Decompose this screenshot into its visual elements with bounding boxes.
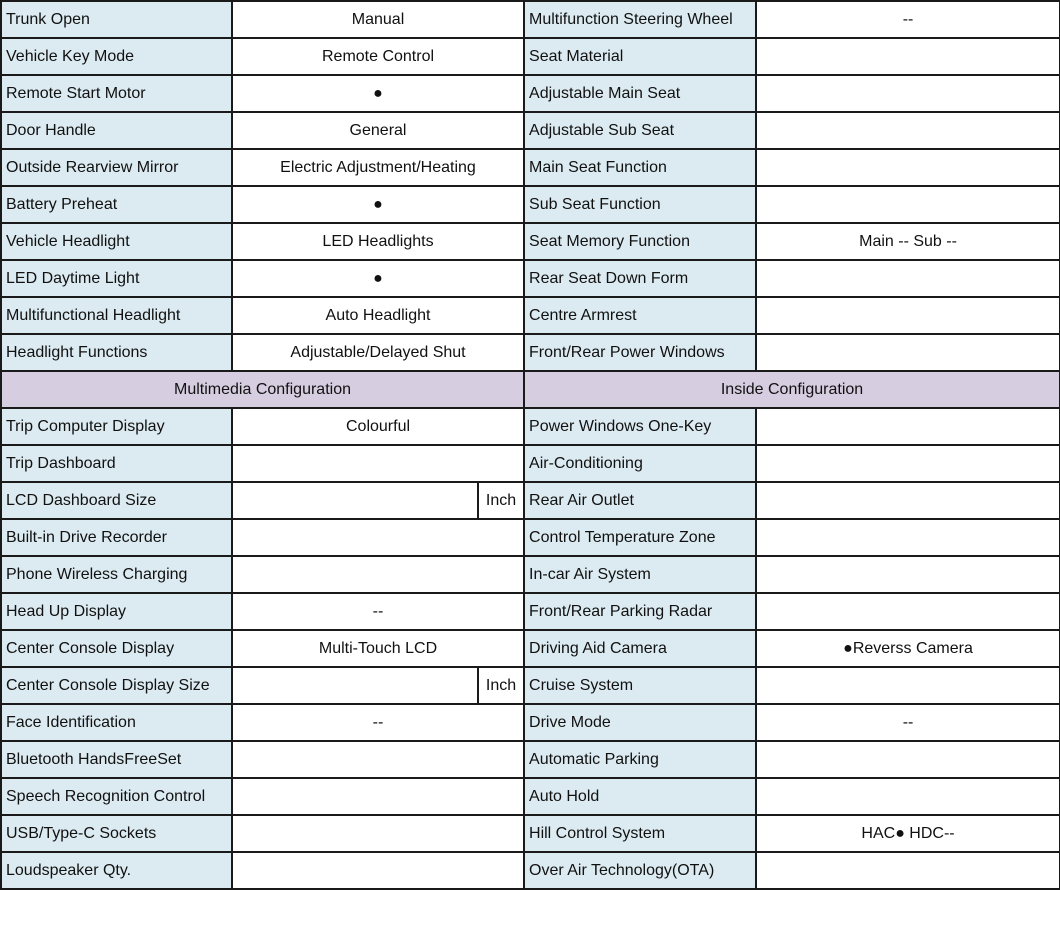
row-label: Adjustable Main Seat bbox=[524, 75, 756, 112]
row-label: Built-in Drive Recorder bbox=[1, 519, 232, 556]
row-value: ● bbox=[232, 75, 524, 112]
row-label: Trunk Open bbox=[1, 1, 232, 38]
table-row bbox=[1, 149, 1060, 186]
row-label: Trip Dashboard bbox=[1, 445, 232, 482]
section-header-inside: Inside Configuration bbox=[524, 371, 1060, 408]
row-value bbox=[756, 334, 1060, 371]
row-label: USB/Type-C Sockets bbox=[1, 815, 232, 852]
row-label: Remote Start Motor bbox=[1, 75, 232, 112]
row-label: Power Windows One-Key bbox=[524, 408, 756, 445]
table-row bbox=[1, 556, 1060, 593]
row-value: Multi-Touch LCD bbox=[232, 630, 524, 667]
row-label: Trip Computer Display bbox=[1, 408, 232, 445]
row-value bbox=[232, 519, 524, 556]
row-label: Bluetooth HandsFreeSet bbox=[1, 741, 232, 778]
row-value: Auto Headlight bbox=[232, 297, 524, 334]
row-value bbox=[756, 778, 1060, 815]
row-label: Control Temperature Zone bbox=[524, 519, 756, 556]
table-row bbox=[1, 630, 1060, 667]
row-value bbox=[756, 260, 1060, 297]
row-value bbox=[232, 815, 524, 852]
row-label: Vehicle Headlight bbox=[1, 223, 232, 260]
row-label: Center Console Display Size bbox=[1, 667, 232, 704]
row-value bbox=[232, 445, 524, 482]
row-label: Phone Wireless Charging bbox=[1, 556, 232, 593]
row-label: Hill Control System bbox=[524, 815, 756, 852]
row-value: Electric Adjustment/Heating bbox=[232, 149, 524, 186]
row-value: Remote Control bbox=[232, 38, 524, 75]
table-row bbox=[1, 38, 1060, 75]
row-value bbox=[756, 556, 1060, 593]
row-label: Drive Mode bbox=[524, 704, 756, 741]
row-label: LED Daytime Light bbox=[1, 260, 232, 297]
row-value bbox=[232, 482, 478, 519]
table-row bbox=[1, 741, 1060, 778]
table-row bbox=[1, 408, 1060, 445]
row-value: Main -- Sub -- bbox=[756, 223, 1060, 260]
row-label: Front/Rear Parking Radar bbox=[524, 593, 756, 630]
row-label: Rear Air Outlet bbox=[524, 482, 756, 519]
row-value: ●Reverss Camera bbox=[756, 630, 1060, 667]
table-row bbox=[1, 852, 1060, 889]
row-label: LCD Dashboard Size bbox=[1, 482, 232, 519]
row-label: Door Handle bbox=[1, 112, 232, 149]
row-value bbox=[756, 593, 1060, 630]
unit-label: Inch bbox=[478, 667, 524, 704]
row-value bbox=[756, 297, 1060, 334]
table-row bbox=[1, 519, 1060, 556]
table-row bbox=[1, 223, 1060, 260]
table-row bbox=[1, 815, 1060, 852]
row-value: Manual bbox=[232, 1, 524, 38]
row-value: General bbox=[232, 112, 524, 149]
row-value: -- bbox=[756, 704, 1060, 741]
table-row bbox=[1, 1, 1060, 38]
row-label: Driving Aid Camera bbox=[524, 630, 756, 667]
row-label: Automatic Parking bbox=[524, 741, 756, 778]
row-value bbox=[756, 741, 1060, 778]
row-value: -- bbox=[756, 1, 1060, 38]
row-value: ● bbox=[232, 186, 524, 223]
row-value bbox=[756, 408, 1060, 445]
table-row bbox=[1, 334, 1060, 371]
unit-label: Inch bbox=[478, 482, 524, 519]
table-row bbox=[1, 778, 1060, 815]
row-value bbox=[756, 667, 1060, 704]
row-value bbox=[756, 852, 1060, 889]
row-value bbox=[756, 482, 1060, 519]
row-label: Rear Seat Down Form bbox=[524, 260, 756, 297]
row-label: Multifunction Steering Wheel bbox=[524, 1, 756, 38]
row-label: Seat Material bbox=[524, 38, 756, 75]
table-row bbox=[1, 186, 1060, 223]
row-label: Loudspeaker Qty. bbox=[1, 852, 232, 889]
row-value: HAC● HDC-- bbox=[756, 815, 1060, 852]
row-label: Head Up Display bbox=[1, 593, 232, 630]
row-label: Outside Rearview Mirror bbox=[1, 149, 232, 186]
row-value bbox=[756, 445, 1060, 482]
row-value bbox=[756, 112, 1060, 149]
row-label: Sub Seat Function bbox=[524, 186, 756, 223]
row-label: Over Air Technology(OTA) bbox=[524, 852, 756, 889]
row-label: Auto Hold bbox=[524, 778, 756, 815]
row-value bbox=[232, 667, 478, 704]
row-value bbox=[232, 556, 524, 593]
row-label: Battery Preheat bbox=[1, 186, 232, 223]
table-row bbox=[1, 112, 1060, 149]
row-value: -- bbox=[232, 593, 524, 630]
row-value bbox=[756, 75, 1060, 112]
row-value bbox=[756, 186, 1060, 223]
row-label: Vehicle Key Mode bbox=[1, 38, 232, 75]
table-row bbox=[1, 704, 1060, 741]
row-label: Speech Recognition Control bbox=[1, 778, 232, 815]
row-value: -- bbox=[232, 704, 524, 741]
section-header-multimedia: Multimedia Configuration bbox=[1, 371, 524, 408]
row-value bbox=[756, 519, 1060, 556]
row-label: Adjustable Sub Seat bbox=[524, 112, 756, 149]
row-label: Centre Armrest bbox=[524, 297, 756, 334]
row-label: Main Seat Function bbox=[524, 149, 756, 186]
row-label: Face Identification bbox=[1, 704, 232, 741]
row-value bbox=[756, 149, 1060, 186]
row-value bbox=[232, 741, 524, 778]
row-label: In-car Air System bbox=[524, 556, 756, 593]
row-value: Adjustable/Delayed Shut bbox=[232, 334, 524, 371]
table-row bbox=[1, 297, 1060, 334]
row-value: ● bbox=[232, 260, 524, 297]
table-row bbox=[1, 75, 1060, 112]
row-label: Center Console Display bbox=[1, 630, 232, 667]
row-label: Multifunctional Headlight bbox=[1, 297, 232, 334]
row-label: Cruise System bbox=[524, 667, 756, 704]
table-row bbox=[1, 667, 1060, 704]
row-value: LED Headlights bbox=[232, 223, 524, 260]
row-value bbox=[232, 852, 524, 889]
row-label: Air-Conditioning bbox=[524, 445, 756, 482]
row-label: Seat Memory Function bbox=[524, 223, 756, 260]
table-row bbox=[1, 482, 1060, 519]
table-row bbox=[1, 445, 1060, 482]
table-row bbox=[1, 593, 1060, 630]
table-row bbox=[1, 260, 1060, 297]
row-value: Colourful bbox=[232, 408, 524, 445]
row-value bbox=[232, 778, 524, 815]
row-label: Headlight Functions bbox=[1, 334, 232, 371]
section-header-row bbox=[1, 371, 1060, 408]
row-value bbox=[756, 38, 1060, 75]
row-label: Front/Rear Power Windows bbox=[524, 334, 756, 371]
